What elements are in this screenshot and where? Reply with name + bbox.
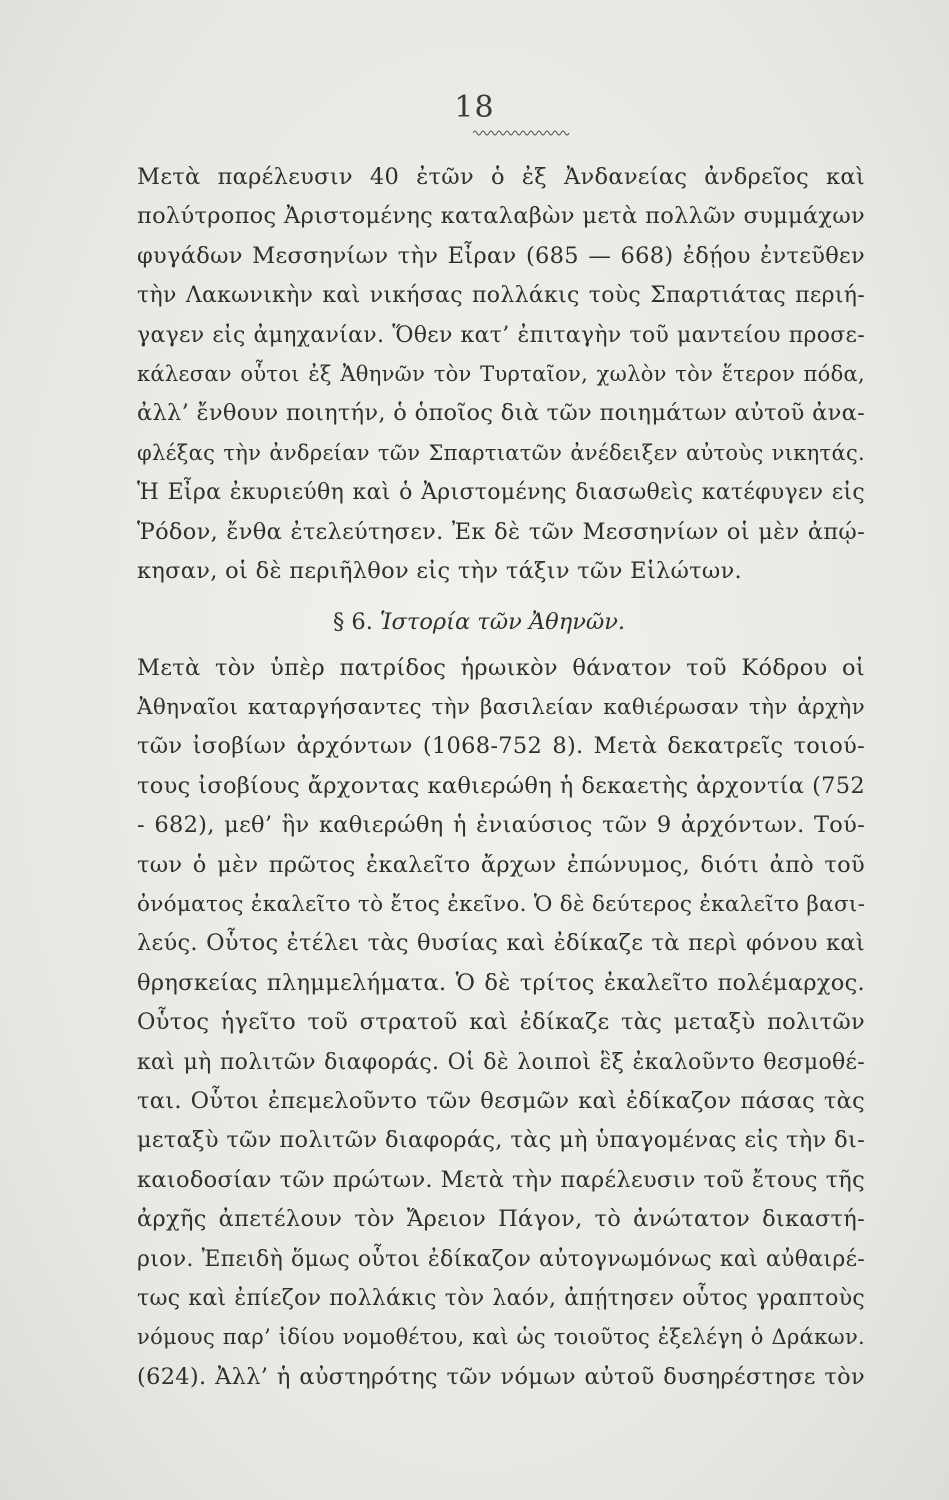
text-line: Μετὰ τὸν ὑπὲρ πατρίδος ἡρωικὸν θάνατον τοῦ Κόδρου οἱ <box>137 654 865 681</box>
text-line: μεταξὺ τῶν πολιτῶν διαφοράς, τὰς μὴ ὑπαγομένας εἰς τὴν δι- <box>137 1127 865 1154</box>
text-line: των ὁ μὲν πρῶτος ἐκαλεῖτο ἄρχων ἐπώνυμος, διότι ἀπὸ τοῦ <box>137 851 865 878</box>
section-heading <box>137 603 865 642</box>
text-line: κησαν, οἱ δὲ περιῆλθον εἰς τὴν τάξιν τῶν Εἱλώτων. <box>137 557 743 584</box>
section-number: § 6. <box>333 609 373 636</box>
text-line: Μετὰ παρέλευσιν 40 ἐτῶν ὁ ἐξ Ἀνδανείας ἀνδρεῖος καὶ <box>137 164 865 190</box>
text-line: πολύτροπος Ἀριστομένης καταλαβὼν μετὰ πολλῶν συμμάχων <box>137 203 865 230</box>
text-line: Ῥόδον, ἔνθα ἐτελεύτησεν. Ἐκ δὲ τῶν Μεσσηνίων οἱ μὲν ἀπῴ- <box>137 518 865 545</box>
text-line: ἀρχῆς ἀπετέλουν τὸν Ἄρειον Πάγον, τὸ ἀνώτατον δικαστή- <box>137 1206 865 1233</box>
text-line: θρησκείας πλημμελήματα. Ὁ δὲ τρίτος ἐκαλεῖτο πολέμαρχος. <box>137 969 865 996</box>
text-line: φλέξας τὴν ἀνδρείαν τῶν Σπαρτιατῶν ἀνέδειξεν αὐτοὺς νικητάς. <box>137 440 865 465</box>
paragraph-2 <box>137 649 865 1397</box>
text-line: γαγεν εἰς ἀμηχανίαν. Ὅθεν κατ’ ἐπιταγὴν τοῦ μαντείου προσε- <box>137 322 865 348</box>
body-text <box>137 158 865 1397</box>
text-line: κάλεσαν οὗτοι ἐξ Ἀθηνῶν τὸν Τυρταῖον, χωλὸν τὸν ἕτερον πόδα, <box>137 361 865 386</box>
section-title: Ἱστορία τῶν Ἀθηνῶν. <box>380 609 626 636</box>
page-number: 18 <box>454 90 495 125</box>
text-line: φυγάδων Μεσσηνίων τὴν Εἶραν (685 — 668) ἐδῄου ἐντεῦθεν <box>137 242 865 269</box>
text-line: ἀλλ’ ἔνθουν ποιητήν, ὁ ὁποῖος διὰ τῶν ποιημάτων αὐτοῦ ἀνα- <box>137 400 865 427</box>
text-line: καὶ μὴ πολιτῶν διαφοράς. Οἱ δὲ λοιποὶ ἓξ ἐκαλοῦντο θεσμοθέ- <box>137 1049 865 1075</box>
text-line: τως καὶ ἐπίεζον πολλάκις τὸν λαόν, ἀπῄτησεν οὗτος γραπτοὺς <box>137 1285 865 1311</box>
text-line: καιοδοσίαν τῶν πρώτων. Μετὰ τὴν παρέλευσιν τοῦ ἔτους τῆς <box>137 1166 865 1193</box>
text-line: τὴν Λακωνικὴν καὶ νικήσας πολλάκις τοὺς Σπαρτιάτας περιή- <box>137 283 865 309</box>
text-line: τους ἰσοβίους ἄρχοντας καθιερώθη ἡ δεκαετὴς ἀρχοντία (752 <box>137 772 865 799</box>
wavy-rule-ornament <box>473 128 571 138</box>
paragraph-1 <box>137 158 865 591</box>
text-line: - 682), μεθ’ ἣν καθιερώθη ἡ ἐνιαύσιος τῶν 9 ἀρχόντων. Τού- <box>137 812 865 839</box>
text-line: Ἀθηναῖοι καταργήσαντες τὴν βασιλείαν καθιέρωσαν τὴν ἀρχὴν <box>137 695 865 721</box>
text-line: λεύς. Οὗτος ἐτέλει τὰς θυσίας καὶ ἐδίκαζε τὰ περὶ φόνου καὶ <box>137 930 865 957</box>
text-line: νόμους παρ’ ἰδίου νομοθέτου, καὶ ὡς τοιοῦτος ἐξελέγη ὁ Δράκων. <box>137 1325 865 1350</box>
text-line: ὀνόματος ἐκαλεῖτο τὸ ἔτος ἐκεῖνο. Ὁ δὲ δεύτερος ἐκαλεῖτο βασι- <box>137 892 866 918</box>
text-line: ριον. Ἐπειδὴ ὅμως οὗτοι ἐδίκαζον αὐτογνωμόνως καὶ αὐθαιρέ- <box>137 1246 865 1272</box>
text-line: ται. Οὗτοι ἐπεμελοῦντο τῶν θεσμῶν καὶ ἐδίκαζον πάσας τὰς <box>137 1087 865 1114</box>
text-line: τῶν ἰσοβίων ἀρχόντων (1068-752 8). Μετὰ δεκατρεῖς τοιού- <box>137 733 865 760</box>
text-line: Οὗτος ἡγεῖτο τοῦ στρατοῦ καὶ ἐδίκαζε τὰς μεταξὺ πολιτῶν <box>137 1009 865 1036</box>
text-line: Ἡ Εἶρα ἐκυριεύθη καὶ ὁ Ἀριστομένης διασωθεὶς κατέφυγεν εἰς <box>137 480 865 506</box>
text-line: (624). Ἀλλ’ ἡ αὐστηρότης τῶν νόμων αὐτοῦ δυσηρέστησε τὸν <box>137 1363 865 1390</box>
